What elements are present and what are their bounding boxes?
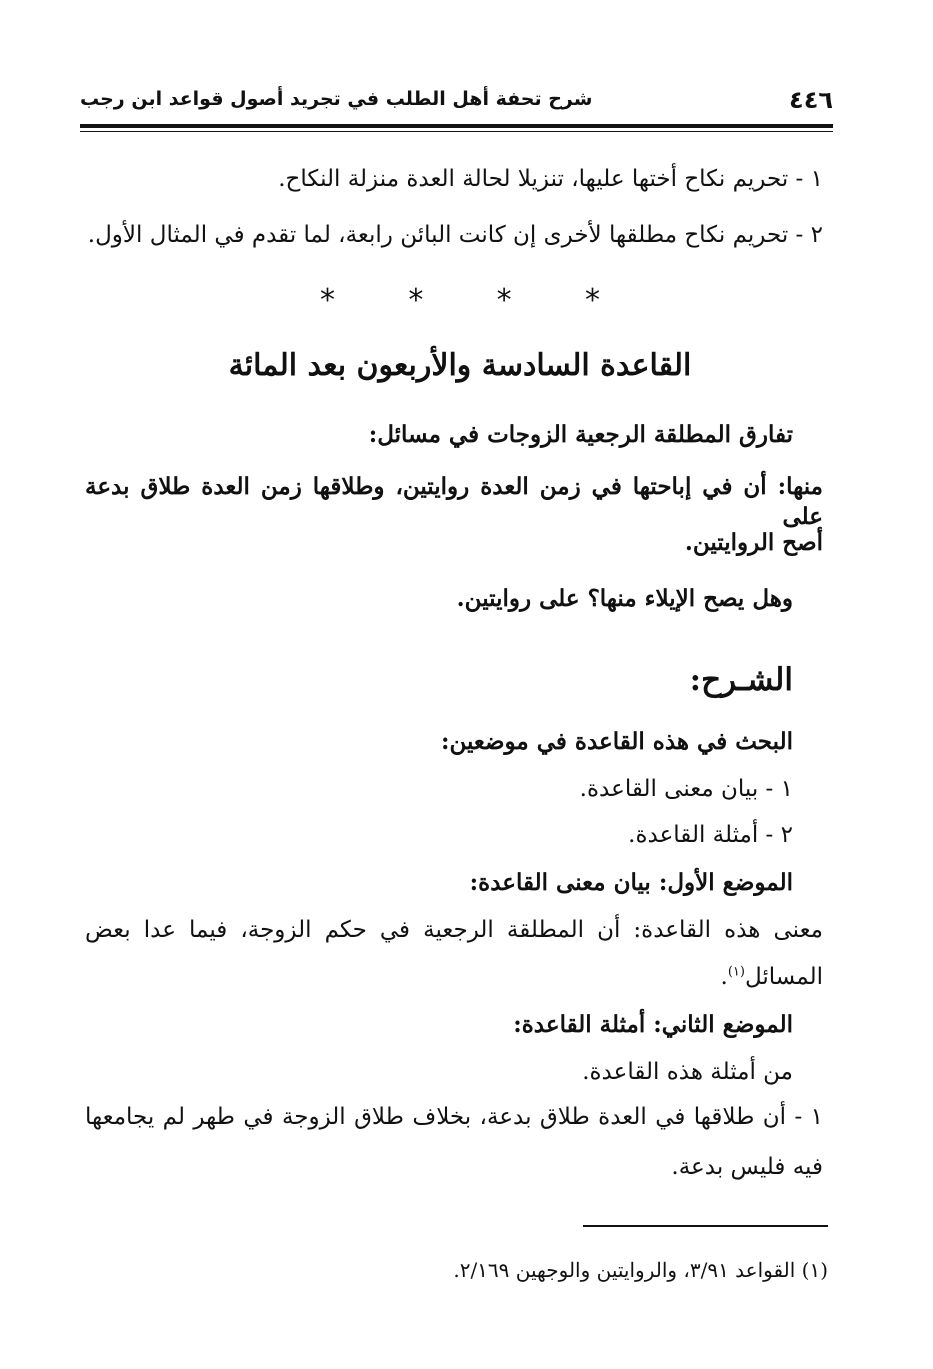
- first-topic-line-2-text: المسائل: [744, 964, 823, 990]
- footnote-reference: (١): [727, 964, 745, 980]
- asterisk-icon: *: [320, 282, 335, 318]
- topic-item-1: ١ - بيان معنى القاعدة.: [579, 776, 793, 802]
- asterisk-icon: *: [584, 282, 600, 318]
- header-rule-thick: [80, 124, 833, 128]
- rule-paragraph-1-line-1: منها: أن في إباحتها في زمن العدة روايتين، وطلاقها زمن العدة طلاق بدعة على: [85, 473, 823, 530]
- first-topic-line-2-end: .: [720, 964, 728, 990]
- topic-item-2: ٢ - أمثلة القاعدة.: [628, 822, 793, 848]
- page-header: [80, 78, 833, 126]
- rule-intro: تفارق المطلقة الرجعية الزوجات في مسائل:: [368, 421, 793, 448]
- example-1-line-1: ١ - أن طلاقها في العدة طلاق بدعة، بخلاف طلاق الزوجة في طهر لم يجامعها: [85, 1104, 823, 1130]
- first-topic-line-1: معنى هذه القاعدة: أن المطلقة الرجعية في حكم الزوجة، فيما عدا بعض: [85, 917, 823, 943]
- first-topic-line-2: [721, 963, 824, 993]
- sharh-heading: الشـرح:: [689, 662, 793, 698]
- second-topic-intro: من أمثلة هذه القاعدة.: [582, 1059, 793, 1085]
- header-rule-thin: [80, 131, 833, 132]
- footnote-divider: [583, 1225, 828, 1227]
- rule-paragraph-2: وهل يصح الإيلاء منها؟ على روايتين.: [456, 585, 793, 612]
- rule-title: القاعدة السادسة والأربعون بعد المائة: [228, 348, 692, 383]
- asterisk-icon: *: [408, 282, 424, 318]
- prev-item-1: ١ - تحريم نكاح أختها عليها، تنزيلا لحالة العدة منزلة النكاح.: [278, 166, 823, 192]
- prev-item-2: ٢ - تحريم نكاح مطلقها لأخرى إن كانت البائن رابعة، لما تقدم في المثال الأول.: [87, 222, 823, 248]
- second-topic-heading: الموضع الثاني: أمثلة القاعدة:: [513, 1011, 793, 1038]
- sharh-subheading: البحث في هذه القاعدة في موضعين:: [440, 728, 793, 755]
- asterisk-icon: *: [496, 282, 512, 318]
- running-title: شرح تحفة أهل الطلب في تجريد أصول قواعد ابن رجب: [80, 88, 593, 110]
- example-1-line-2: فيه فليس بدعة.: [671, 1154, 823, 1180]
- rule-paragraph-1-line-2: أصح الروايتين.: [684, 529, 823, 556]
- section-separator: [320, 280, 600, 320]
- first-topic-heading: الموضع الأول: بيان معنى القاعدة:: [469, 869, 793, 896]
- page-number: ٤٤٦: [789, 86, 833, 114]
- footnote-text: (١) القواعد ٣/٩١، والروايتين والوجهين ٢/١٦٩.: [453, 1258, 828, 1282]
